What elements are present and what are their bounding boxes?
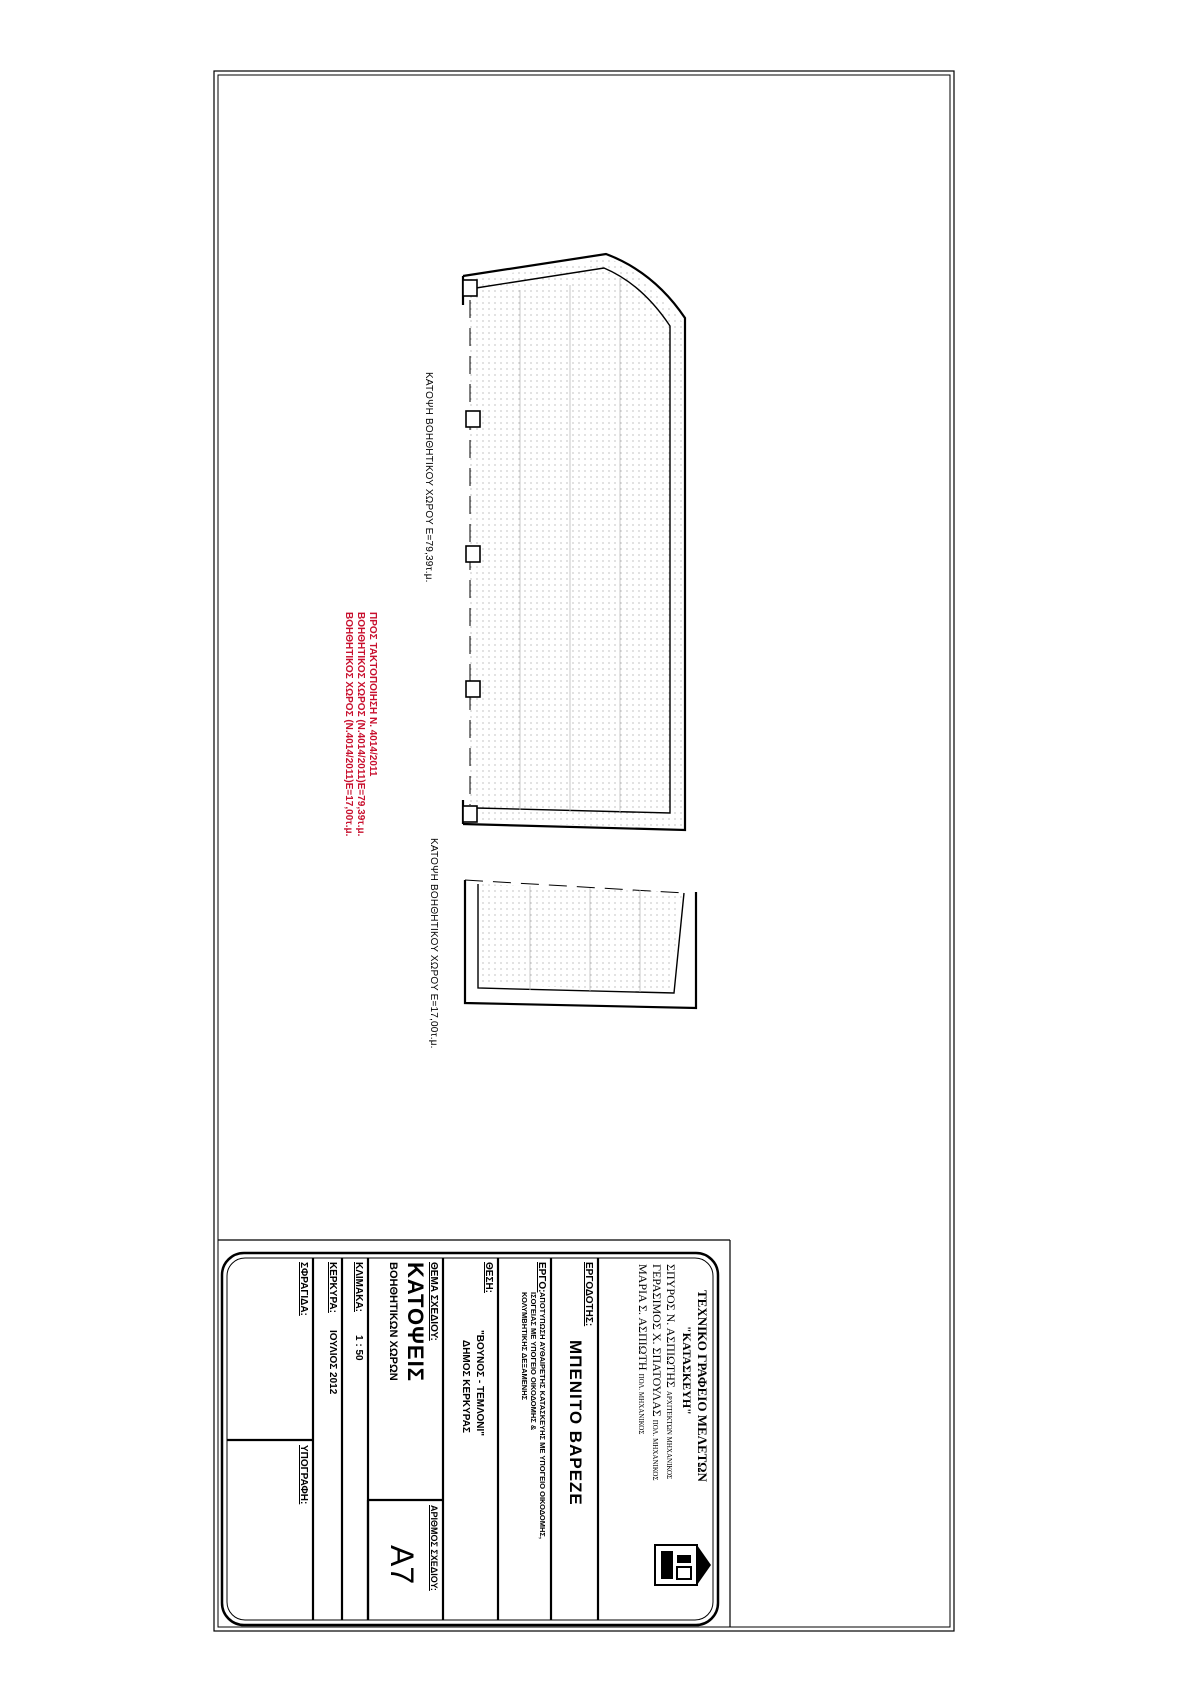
client-name: ΜΠΕΝΙΤΟ ΒΑΡΕΖΕ [566, 1340, 585, 1506]
engineer-1 [663, 1264, 678, 1479]
project-line-2: ΙΣΟΓΕΙΑΣ ΜΕ ΥΠΟΓΕΙΟ ΟΙΚΟΔΟΜΗΣ & [529, 1292, 538, 1431]
signature-label: ΥΠΟΓΡΑΦΗ: [298, 1445, 309, 1505]
regularization-notes [342, 612, 378, 836]
column-1 [466, 411, 480, 427]
label-plan-small: ΚΑΤΟΨΗ ΒΟΗΘΗΤΙΚΟΥ ΧΩΡΟΥ Ε=17,00τ.μ. [428, 838, 439, 1049]
engineer-3-role: ΠΟΛ. ΜΗΧΑΝΙΚΟΣ [637, 1373, 645, 1435]
drawing-number-label: ΑΡΙΘΜΟΣ ΣΧΕΔΙΟΥ: [429, 1505, 439, 1591]
engineer-1-name: ΣΠΥΡΟΣ Ν. ΑΣΠΙΩΤΗΣ [664, 1264, 678, 1388]
office-title: ΤΕΧΝΙΚΟ ΓΡΑΦΕΙΟ ΜΕΛΕΤΩΝ [695, 1290, 710, 1482]
engineer-3-name: ΜΑΡΙΑ Σ. ΑΣΠΙΩΤΗ [636, 1264, 650, 1371]
column-2 [466, 546, 480, 562]
note-line-1: ΠΡΟΣ ΤΑΚΤΟΠΟΙΗΣΗ Ν. 4014/2011 [367, 612, 378, 777]
column-4 [463, 806, 477, 822]
scale-value: 1 : 50 [353, 1335, 364, 1361]
engineer-2 [649, 1264, 664, 1481]
label-plan-large: ΚΑΤΟΨΗ ΒΟΗΘΗΤΙΚΟΥ ΧΩΡΟΥ Ε=79,39τ.μ. [423, 372, 434, 583]
location [458, 1330, 486, 1436]
location-label: ΘΕΣΗ: [483, 1262, 494, 1294]
engineer-1-role: ΑΡΧΙΤΕΚΤΩΝ ΜΗΧΑΝΙΚΟΣ [665, 1390, 673, 1480]
subject-title: ΚΑΤΟΨΕΙΣ [403, 1262, 428, 1382]
stamp-label: ΣΦΡΑΓΙΔΑ: [298, 1262, 309, 1316]
client-label: ΕΡΓΟΔΟΤΗΣ: [583, 1262, 594, 1327]
plan-small [465, 880, 696, 1008]
date-value: ΙΟΥΛΙΟΣ 2012 [327, 1330, 338, 1395]
subject-label: ΘΕΜΑ ΣΧΕΔΙΟΥ: [428, 1262, 439, 1341]
column-3 [466, 681, 480, 697]
engineer-3 [635, 1264, 650, 1434]
project-line-3: ΚΟΛΥΜΒΗΤΙΚΗΣ ΔΕΞΑΜΕΝΗΣ [520, 1292, 529, 1401]
note-line-2: ΒΟΗΘΗΤΙΚΟΣ ΧΩΡΟΣ (Ν.4014/2011)Ε=79,39τ.μ. [355, 612, 366, 837]
city-label: ΚΕΡΚΥΡΑ: [327, 1262, 338, 1313]
project-label: ΕΡΓΟ: [536, 1262, 547, 1293]
subject-subtitle: ΒΟΗΘΗΤΙΚΩΝ ΧΩΡΩΝ [387, 1262, 399, 1381]
office-logo [655, 1545, 711, 1585]
plan-large [463, 254, 685, 830]
project-line-1: ΑΠΟΤΥΠΩΣΗ ΑΥΘΑΙΡΕΤΗΣ ΚΑΤΑΣΚΕΥΗΣ ΜΕ ΥΠΟΓΕΙΟ ΟΙΚΟΔΟΜΗΣ, [538, 1292, 547, 1540]
engineer-2-name: ΓΕΡΑΣΙΜΟΣ Χ. ΣΠΑΤΟΥΛΑΣ [650, 1264, 664, 1417]
office-subtitle: "ΚΑΤΑΣΚΕΥΗ" [680, 1326, 694, 1415]
location-line-2: ΔΗΜΟΣ ΚΕΡΚΥΡΑΣ [460, 1340, 471, 1433]
column-5 [463, 280, 477, 296]
location-line-1: "ΒΟΥΝΟΣ - ΤΕΜΛΟΝΙ" [474, 1330, 485, 1437]
drawing-number: Α7 [384, 1545, 420, 1585]
scale-label: ΚΛΙΜΑΚΑ: [353, 1262, 364, 1312]
engineer-2-role: ΠΟΛ. ΜΗΧΑΝΙΚΟΣ [651, 1419, 659, 1481]
note-line-3: ΒΟΗΘΗΤΙΚΟΣ ΧΩΡΟΣ (Ν.4014/2011)Ε=17,00τ.μ. [343, 612, 354, 837]
project-description [520, 1292, 547, 1539]
